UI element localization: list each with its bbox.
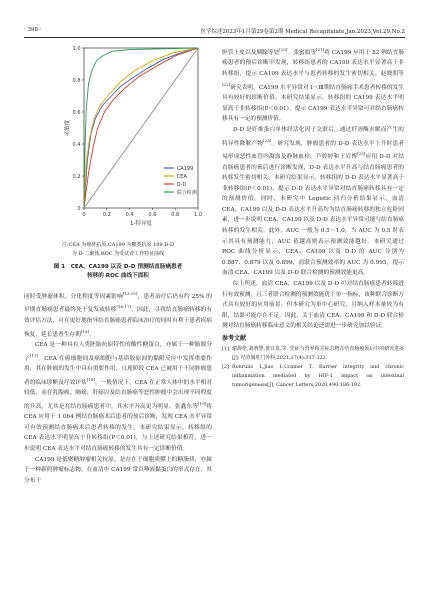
left-paragraph-3: CA199 是低聚糖肿瘤相关抗原，是存在于细胞质膜上的糖脂质，亦属于一种新的肿瘤标志物，在血清中 CA199 常以唾液黏蛋白的形式存在，其分布于 <box>24 456 212 484</box>
legend-label-1: CEA <box>176 173 187 180</box>
x-tick-label: 0.8 <box>171 212 180 218</box>
figure-title-line2: 转移的 ROC 曲线下面积 <box>87 273 149 279</box>
x-tick-label: 0.2 <box>102 212 111 218</box>
x-tick-label: 1.0 <box>194 212 202 218</box>
x-tick-label: 0 <box>82 212 86 218</box>
legend-label-2: D-D <box>176 181 187 188</box>
reference-2: [2] Rohrulio L,Jiao L,Cramer T. Barrier integrity and chronic inflammation mediated by HIF-1 impact on intestinal tumorigenesis[J]. Cancer Letters,2020,490:186-192. <box>222 363 404 388</box>
left-column <box>24 289 212 486</box>
journal-header: 医学综述2023年1月第29卷第2期 Medical Recapitulate,Jan.2023,Vol.29,No.2 <box>200 29 405 35</box>
y-axis-label: 灵敏度 <box>65 119 71 137</box>
left-paragraph-1: 同时受肿瘤体积、分化程度等因素影响[13-15]，患者治疗后仍有约 25% 的早期直肠癌患者最终死于复发或转移[16-17]。因此，寻找结直肠癌转移的有效评估方法，可在更好地指导结直肠癌患者临床治疗的同时有利于患者疾病恢复，延长患者生存期[18]。 <box>24 291 213 338</box>
right-column <box>222 45 404 390</box>
figure-title-line1: 图 1 CEA、CA199 以及 D-D 预测结直肠癌患者 <box>53 264 183 270</box>
y-tick-label: 0.4 <box>72 141 81 148</box>
page-number: · 398 · <box>24 27 42 33</box>
y-tick-label: 1.0 <box>72 45 81 52</box>
y-tick-label: 0 <box>77 205 81 212</box>
right-paragraph-1: 胆管上皮以及胰腺等处[20]。张蜜娟等[21]将 CA199 应用于 82 例结直肠癌患者的预后诊断中发现，转移组患者的 CA199 表达水平显著高于非转移组，提示 CA199 表达水平与患者转移的发生密切相关。赵晓朋等[22]研究表明，CA199 水平异常对 Ⅰ～Ⅲ期结直肠癌手术患者转移的发生具有较好的诊断价值。本研究结果显示，转移组的 CA199 表达水平明显高于非转移组(P＜0.01)，提示 CA199 表达水平异常可对结直肠癌转移具有一定的预测价值。 <box>222 47 405 123</box>
y-tick-label: 0.6 <box>72 109 81 116</box>
reference-1: [1] 谢海伦,刘明慧,黄宜真,等. 先症与营养相关标志物在结直肠癌预后中的研究进展[J]. 结直肠肛门外科,2021,27(4):317-322. <box>222 345 404 361</box>
references-heading: 参考文献 <box>222 335 247 342</box>
left-paragraph-2: CEA 是一种具有人类胚胎抗原特性的酸性糖蛋白，亦属于一种胎源分子[17]。CEA 在癌细胞间及癌细胞与基质胶原间的黏附反应中发挥重要作用，其在肿瘤的发生中具有重要作用，且现阶段 CEA 已被用于不同肿瘤患者的临床诊断及疗效评估[18]。一般情况下，CEA 在正常人体中的水平相对较低，而在乳腺癌、肺癌、肝癌以及结直肠癌等恶性肿瘤中会出现不同程度的升高，尤其是在结直肠癌患者中，其水平升高更为明显。张鑫东等[19]将 CEA 应用于 1 064 例结直肠癌术后患者的预后诊断，发现 CEA 水平异常可有效预测结直肠癌术后患者转移的发生。本研究结果显示，转移组的 CEA 表达水平明显高于非转移组(P＜0.01)，与上述研究结果相符，进一步说明 CEA 表达水平对结直肠癌转移的发生具有一定诊断价值。 <box>24 342 213 453</box>
legend-label-3: 联合检测 <box>176 189 197 196</box>
right-paragraph-2: D-D 是纤维蛋白单体经活化因子交联后，通过纤溶酶水解而产生的特异性降解产物[23]。研究发现，肿瘤患者的 D-D 表达水平上升时患者易形成恶性血管内凝血及静脉血栓。芦婷婷和王岩博[25]应用 D-D 对结直肠癌患者的预后进行诊断发现，D-D 表达水平升高与结直肠癌患者的转移发生密切相关。本研究结果显示，转移组的 D-D 表达水平显著高于非转移组(P＜0.01)，提示 D-D 表达水平异常对结直肠癌转移具有一定的预测价值。同时，本研究中 Logistic 回归分析结果显示，血清 CEA、CA199 以及 D-D 表达水平升高均为结直肠癌转移的独立危险因素，进一步说明 CEA、CA199 以及 D-D 表达水平异常可能与结直肠癌转移的发生相关。此外，AUC 一般为 0.5～1.0，当 AUC 为 0.5 时表示其具有预测能力，AUC 值越高则表示预测效能越好。本研究通过 ROC 曲线分析显示，CEA、CA199 以及 D-D 的 AUC 分别为 0.887、0.879 以及 0.899，而联合预测效率的 AUC 为 0.995，提示血清 CEA、CA199 以及 D-D 联合检测的预测效能更高。 <box>222 126 405 277</box>
y-tick-label: 0.8 <box>72 77 81 84</box>
x-tick-label: 0.6 <box>148 212 157 218</box>
figure-note-line2: 为 D-二聚体,ROC 为受试者工作特征曲线 <box>71 251 165 257</box>
y-tick-label: 0.2 <box>72 173 81 180</box>
roc-figure <box>60 42 206 232</box>
x-axis-label: 1-特异度 <box>130 221 152 227</box>
figure-note-line1: 注:CEA 为癌胚抗原,CA199 为糖类抗原 199,D-D <box>61 242 175 248</box>
header-rule <box>24 37 405 38</box>
right-paragraph-3: 综上所述，血清 CEA、CA199 以及 D-D 可对结直肠癌患者转移进行有效预测，且三者联合检测的预测效能优于单一指标，该种联合诊断方式具有较好的应用前景。但本研究为单中心研究，且纳入样本量较为有限，结果可能存在不足。因此，关于血清 CEA、CA199 和 D-D 联合检测对结直肠癌转移临床意义的相关结论还需进一步研究加以验证。 <box>222 281 404 330</box>
legend-label-0: CA199 <box>176 165 194 172</box>
roc-chart <box>60 42 206 232</box>
figure-note <box>24 241 212 259</box>
x-tick-label: 0.4 <box>125 212 134 218</box>
figure-title <box>24 263 212 281</box>
